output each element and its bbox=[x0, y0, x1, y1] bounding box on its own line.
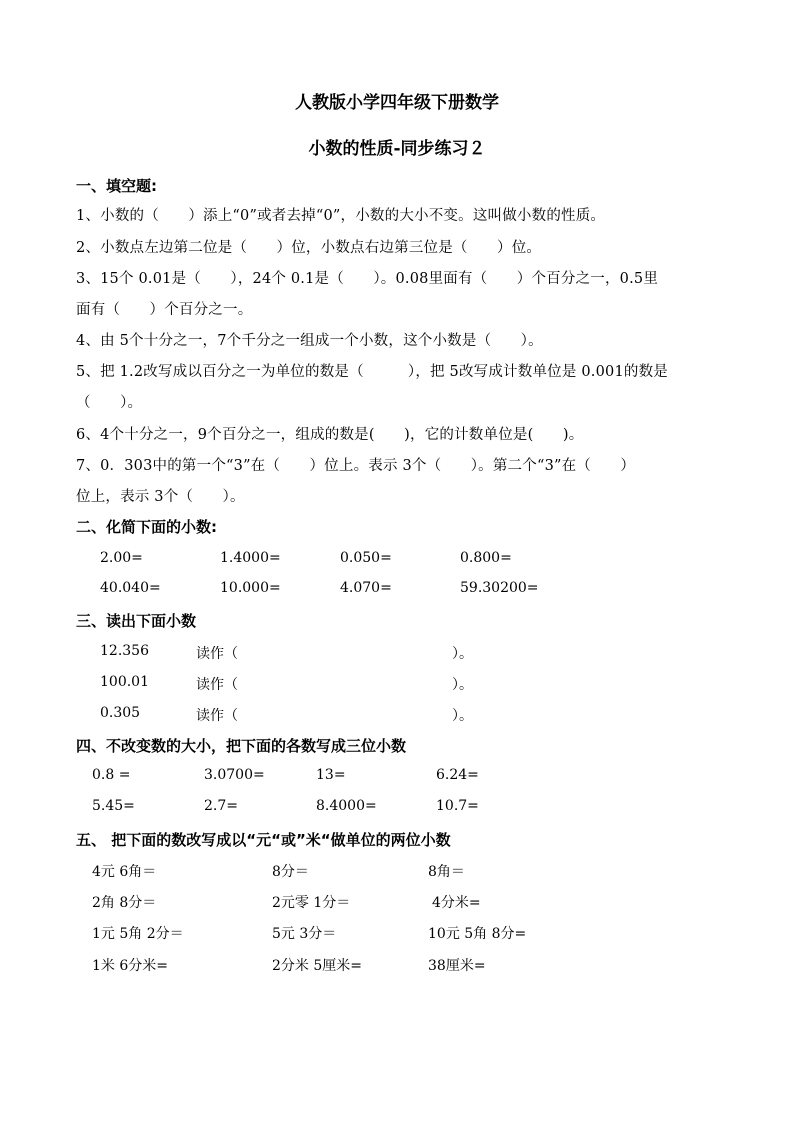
question-1: 1、小数的（ ）添上“0”或者去掉“0”，小数的大小不变。这叫做小数的性质。 bbox=[76, 208, 606, 224]
read-close: ）。 bbox=[452, 708, 473, 724]
section1-heading: 一、填空题: bbox=[76, 177, 157, 195]
simplify-item: 0.800= bbox=[460, 550, 512, 566]
read-number: 12.356 bbox=[100, 643, 149, 659]
three-decimal-item: 2.7= bbox=[204, 798, 238, 814]
convert-item: 2元零 1分＝ bbox=[272, 895, 351, 911]
convert-item: 4分米= bbox=[432, 895, 481, 911]
three-decimal-item: 6.24= bbox=[436, 767, 479, 783]
three-decimal-item: 10.7= bbox=[436, 798, 479, 814]
simplify-item: 1.4000= bbox=[220, 550, 281, 566]
page-subtitle: 小数的性质-同步练习２ bbox=[308, 139, 486, 159]
convert-item: 5元 3分＝ bbox=[272, 926, 337, 942]
section4-heading: 四、不改变数的大小，把下面的各数写成三位小数 bbox=[76, 737, 407, 755]
section2-heading: 二、化简下面的小数: bbox=[76, 518, 217, 536]
convert-item: 8分＝ bbox=[272, 864, 309, 880]
question-3-cont: 面有（ ）个百分之一。 bbox=[76, 302, 253, 318]
convert-item: 1米 6分米= bbox=[92, 958, 168, 974]
section3-heading: 三、读出下面小数 bbox=[76, 612, 197, 630]
question-7: 7、0．303中的第一个“3”在（ ）位上。表示 3个（ ）。第二个“3”在（ ） bbox=[76, 458, 636, 474]
convert-item: 1元 5角 2分＝ bbox=[92, 926, 184, 942]
convert-item: 2分米 5厘米= bbox=[272, 958, 362, 974]
read-number: 100.01 bbox=[100, 674, 149, 690]
page-title: 人教版小学四年级下册数学 bbox=[295, 93, 499, 113]
question-7-cont: 位上，表示 3个（ ）。 bbox=[76, 489, 245, 505]
convert-item: 10元 5角 8分= bbox=[428, 926, 527, 942]
convert-item: 2角 8分＝ bbox=[92, 895, 157, 911]
read-label: 读作（ bbox=[196, 708, 238, 724]
three-decimal-item: 5.45= bbox=[92, 798, 135, 814]
read-label: 读作（ bbox=[196, 646, 238, 662]
convert-item: 38厘米= bbox=[428, 958, 486, 974]
question-5-cont: （ ）。 bbox=[76, 395, 143, 411]
convert-item: 4元 6角＝ bbox=[92, 864, 157, 880]
three-decimal-item: 0.8 = bbox=[92, 767, 131, 783]
question-2: 2、小数点左边第二位是（ ）位，小数点右边第三位是（ ）位。 bbox=[76, 240, 542, 256]
read-label: 读作（ bbox=[196, 677, 238, 693]
read-number: 0.305 bbox=[100, 705, 141, 721]
read-close: ）。 bbox=[452, 646, 473, 662]
three-decimal-item: 3.0700= bbox=[204, 767, 265, 783]
convert-item: 8角＝ bbox=[428, 864, 465, 880]
three-decimal-item: 13= bbox=[316, 767, 346, 783]
question-4: 4、由 5个十分之一，7个千分之一组成一个小数，这个小数是（ ）。 bbox=[76, 333, 543, 349]
read-close: ）。 bbox=[452, 677, 473, 693]
simplify-item: 10.000= bbox=[220, 580, 281, 596]
three-decimal-item: 8.4000= bbox=[316, 798, 377, 814]
section5-heading: 五、 把下面的数改写成以“元“或”米“做单位的两位小数 bbox=[76, 831, 451, 849]
simplify-item: 59.30200= bbox=[460, 580, 539, 596]
question-3: 3、15个 0.01是（ ），24个 0.1是（ ）。0.08里面有（ ）个百分之一，0.5里 bbox=[76, 271, 659, 287]
simplify-item: 0.050= bbox=[340, 550, 392, 566]
simplify-item: 4.070= bbox=[340, 580, 392, 596]
question-5: 5、把 1.2改写成以百分之一为单位的数是（ ），把 5改写成计数单位是 0.001的数是 bbox=[76, 364, 668, 380]
simplify-item: 2.00= bbox=[100, 550, 143, 566]
simplify-item: 40.040= bbox=[100, 580, 161, 596]
question-6: 6、4个十分之一，9个百分之一，组成的数是( )，它的计数单位是( )。 bbox=[76, 427, 584, 443]
